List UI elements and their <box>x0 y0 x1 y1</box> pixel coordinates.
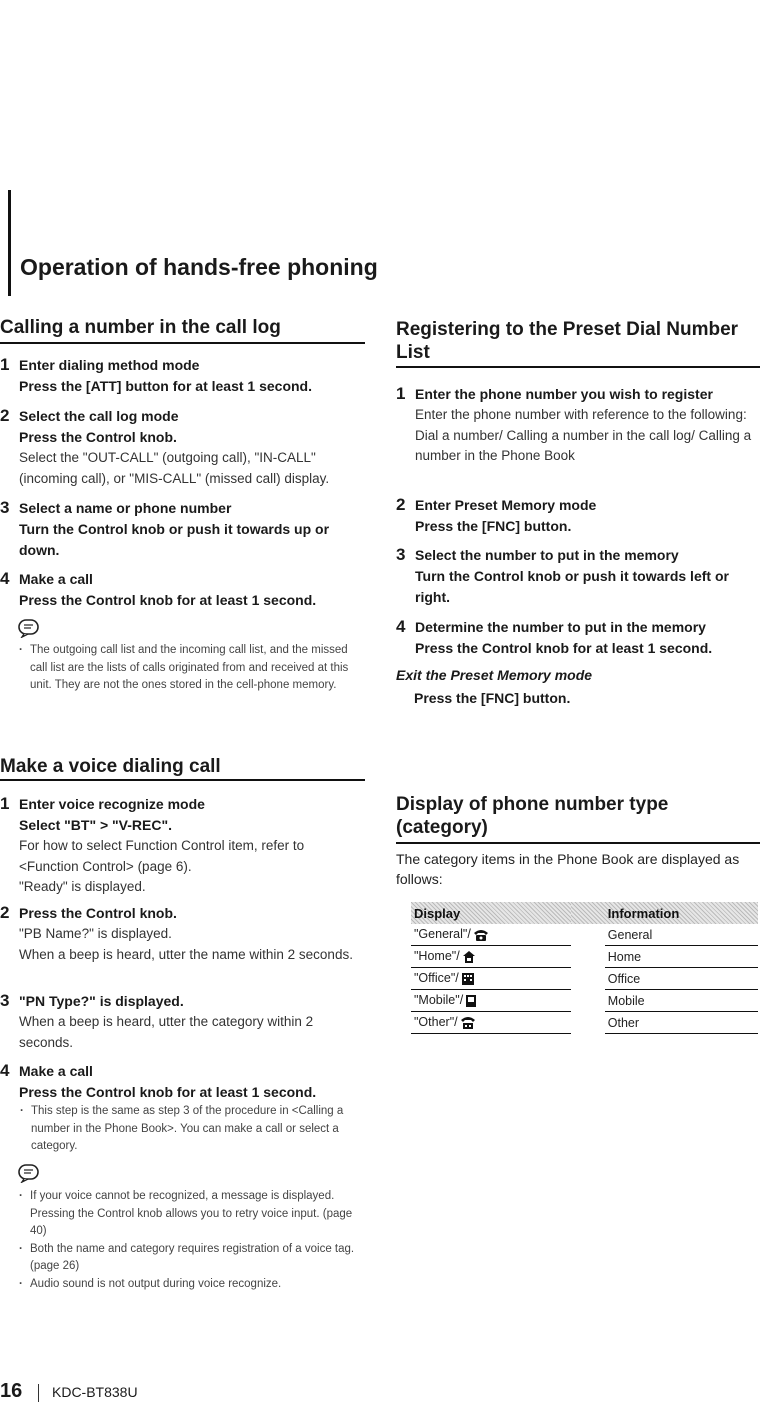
step-description: Enter the phone number with reference to the following: <box>415 407 747 422</box>
footer-separator <box>38 1384 39 1402</box>
column-header-display: Display <box>411 902 571 924</box>
call-log-section-title: Calling a number in the call log <box>0 317 281 338</box>
home-icon <box>462 950 476 964</box>
exit-preset-instruction: Press the [FNC] button. <box>414 690 571 706</box>
step-instruction: Press the Control knob for at least 1 second. <box>19 592 317 608</box>
exit-preset-title: Exit the Preset Memory mode <box>396 667 593 683</box>
step-number: 3 <box>396 545 406 564</box>
note-item: · Both the name and category requires registration of a voice tag. (page 26) <box>18 1241 363 1276</box>
divider <box>396 366 760 368</box>
step-heading: Enter the phone number you wish to register <box>415 386 713 402</box>
page-title: Operation of hands-free phoning <box>20 254 378 280</box>
step-bullets <box>19 1103 365 1156</box>
display-text: "Home"/ <box>414 949 460 964</box>
step-instruction: Turn the Control knob or push it towards up or down. <box>19 521 330 558</box>
step-number: 2 <box>396 495 406 514</box>
step-instruction: Turn the Control knob or push it towards left or right. <box>415 568 729 605</box>
category-intro: The category items in the Phone Book are displayed as follows: <box>396 851 740 887</box>
column-header-gap <box>571 902 605 924</box>
step-heading: Enter Preset Memory mode <box>415 497 597 513</box>
table-row <box>411 946 758 968</box>
other-phone-icon <box>460 1016 476 1030</box>
step-number: 1 <box>396 384 406 403</box>
table-row <box>411 968 758 990</box>
model-name: KDC-BT838U <box>52 1384 138 1400</box>
note-icon <box>18 1163 40 1188</box>
display-cell <box>411 968 571 990</box>
display-text: "Office"/ <box>414 971 459 986</box>
table-row <box>411 1012 758 1034</box>
step-number: 1 <box>0 794 10 813</box>
step-description: "PB Name?" is displayed. <box>19 926 172 941</box>
divider <box>396 842 760 844</box>
divider <box>0 342 365 344</box>
call-log-step-3 <box>0 498 365 561</box>
step-description: Select the "OUT-CALL" (outgoing call), "IN-CALL" (incoming call), or "MIS-CALL" (missed call) display. <box>19 450 330 486</box>
step-heading: Make a call <box>19 1063 93 1079</box>
step-number: 4 <box>0 1061 10 1080</box>
step-instruction: Press the [ATT] button for at least 1 second. <box>19 378 313 394</box>
voice-dial-step-4 <box>0 1061 365 1156</box>
table-header-row <box>411 902 758 924</box>
page-title-bar <box>8 190 11 296</box>
display-cell <box>411 1012 571 1034</box>
note-item: · Audio sound is not output during voice recognize. <box>18 1276 363 1294</box>
step-heading: Enter voice recognize mode <box>19 796 205 812</box>
table-row <box>411 924 758 946</box>
call-log-step-1 <box>0 355 365 397</box>
step-heading: Enter dialing method mode <box>19 357 200 373</box>
category-table <box>411 902 758 1034</box>
step-number: 2 <box>0 406 10 425</box>
step-heading: Press the Control knob. <box>19 905 177 921</box>
category-section-title: Display of phone number type (category) <box>396 794 669 838</box>
column-header-information: Information <box>605 902 758 924</box>
step-instruction: Select "BT" > "V-REC". <box>19 817 172 833</box>
note-item: · The outgoing call list and the incoming call list, and the missed call list are the lists of calls originated from and received at this unit. They are not the ones stored in the cell-phone memory. <box>18 642 363 695</box>
display-cell <box>411 990 571 1012</box>
bullet-item: · This step is the same as step 3 of the procedure in <Calling a number in the Phone Book>. You can make a call or select a category. <box>19 1103 365 1156</box>
display-text: "Other"/ <box>414 1015 458 1030</box>
step-number: 4 <box>396 617 406 636</box>
preset-step-3 <box>396 545 760 608</box>
gap-cell <box>571 946 605 968</box>
step-number: 2 <box>0 903 10 922</box>
step-heading: Make a call <box>19 571 93 587</box>
step-heading: "PN Type?" is displayed. <box>19 993 184 1009</box>
step-heading: Determine the number to put in the memory <box>415 619 706 635</box>
step-instruction: Press the [FNC] button. <box>415 518 572 534</box>
display-text: "General"/ <box>414 927 471 942</box>
preset-step-4 <box>396 617 760 659</box>
step-instruction: Press the Control knob for at least 1 second. <box>415 640 713 656</box>
note-icon <box>18 618 40 643</box>
step-instruction: Press the Control knob for at least 1 second. <box>19 1084 317 1100</box>
step-number: 3 <box>0 991 10 1010</box>
preset-step-2 <box>396 495 760 537</box>
divider <box>0 779 365 781</box>
display-cell <box>411 924 571 946</box>
information-cell: Mobile <box>605 990 758 1012</box>
voice-dial-section-title: Make a voice dialing call <box>0 756 221 777</box>
call-log-notes <box>18 642 363 695</box>
table-row <box>411 990 758 1012</box>
information-cell: Office <box>605 968 758 990</box>
step-number: 4 <box>0 569 10 588</box>
voice-dial-step-1 <box>0 794 365 898</box>
display-cell <box>411 946 571 968</box>
step-number: 3 <box>0 498 10 517</box>
step-instruction: Press the Control knob. <box>19 429 177 445</box>
preset-section-title: Registering to the Preset Dial Number List <box>396 319 739 363</box>
call-log-step-4 <box>0 569 365 611</box>
step-number: 1 <box>0 355 10 374</box>
gap-cell <box>571 1012 605 1034</box>
step-description: When a beep is heard, utter the category within 2 seconds. <box>19 1014 314 1050</box>
step-description: When a beep is heard, utter the name within 2 seconds. <box>19 946 353 962</box>
step-heading: Select the number to put in the memory <box>415 547 679 563</box>
step-description: For how to select Function Control item, refer to <Function Control> (page 6). <box>19 838 305 874</box>
call-log-step-2 <box>0 406 365 489</box>
information-cell: Home <box>605 946 758 968</box>
step-description: "Ready" is displayed. <box>19 879 146 894</box>
gap-cell <box>571 924 605 946</box>
gap-cell <box>571 968 605 990</box>
gap-cell <box>571 990 605 1012</box>
preset-step-1 <box>396 384 760 467</box>
voice-dial-step-2 <box>0 903 365 965</box>
step-heading: Select a name or phone number <box>19 500 232 516</box>
step-description: Dial a number/ Calling a number in the call log/ Calling a number in the Phone Book <box>415 427 752 463</box>
office-icon <box>461 972 475 986</box>
page-number: 16 <box>0 1380 23 1402</box>
step-heading: Select the call log mode <box>19 408 179 424</box>
note-item: · If your voice cannot be recognized, a message is displayed. Pressing the Control knob allows you to retry voice input. (page 40) <box>18 1188 363 1241</box>
voice-dial-step-3 <box>0 991 365 1053</box>
general-phone-icon <box>473 928 489 942</box>
voice-dial-notes <box>18 1188 363 1293</box>
mobile-icon <box>465 994 477 1008</box>
information-cell: Other <box>605 1012 758 1034</box>
information-cell: General <box>605 924 758 946</box>
display-text: "Mobile"/ <box>414 993 464 1008</box>
